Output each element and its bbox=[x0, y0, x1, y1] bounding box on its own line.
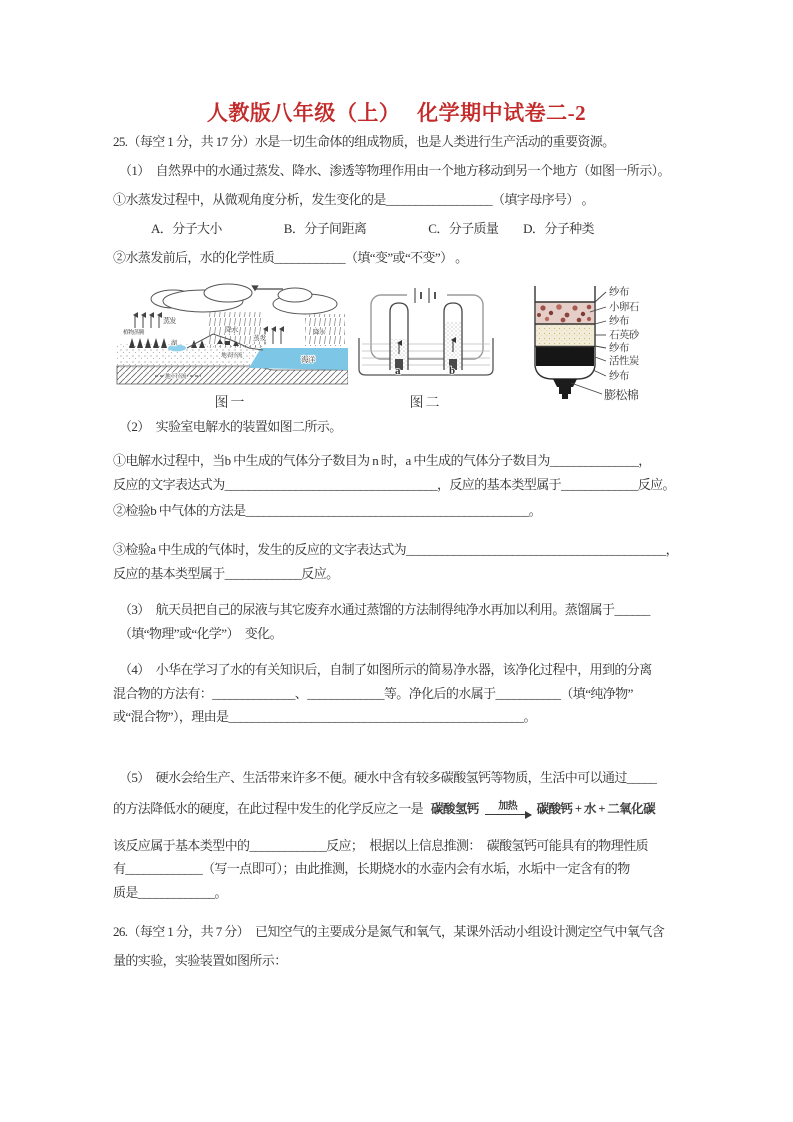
test-tube-b bbox=[444, 303, 462, 370]
q25-part2-q1 bbox=[113, 449, 693, 496]
q25-part5-line2-text: 的方法降低水的硬度，在此过程中发生的化学反应之一是 bbox=[113, 800, 424, 816]
label-surface-runoff: 地表径流 bbox=[221, 353, 242, 359]
water-cycle-diagram bbox=[113, 282, 348, 386]
q25-part2-q3 bbox=[113, 538, 693, 585]
q25-part5-line2 bbox=[113, 792, 693, 826]
water-filter-diagram bbox=[503, 282, 693, 404]
rain-right bbox=[305, 314, 345, 346]
tube-b-label: b bbox=[448, 365, 455, 377]
label-evaporation-left: 蒸发 bbox=[163, 317, 176, 325]
q25-part1-intro: （1） 自然界中的水通过蒸发、降水、渗透等物理作用由一个地方移动到另一个地方（如图一所示）。 bbox=[119, 163, 670, 178]
label-lake: 湖 bbox=[171, 341, 177, 347]
q25-part4 bbox=[113, 658, 693, 729]
q25-part2-q1-line1: ①电解水过程中，当b 中生成的气体分子数目为 n 时，a 中生成的气体分子数目为_______________， bbox=[113, 453, 651, 468]
q25-part3-line2: （填“物理”或“化学”） 变化。 bbox=[119, 625, 282, 641]
equation-condition: 加热 bbox=[498, 800, 518, 812]
label-plant-transpiration: 植物蒸腾 bbox=[123, 330, 144, 336]
figure1-caption: 图一 bbox=[214, 396, 247, 411]
label-rain-right: 降水 bbox=[313, 329, 325, 336]
q25-part2-q2: ②检验b 中气体的方法是________________________________________________。 bbox=[113, 503, 542, 518]
q25-part1-question2: ②水蒸发前后，水的化学性质____________（填“变”或“不变”） 。 bbox=[113, 250, 468, 265]
q26-stem-line2: 量的实验，实验装置如图所示： bbox=[113, 953, 287, 968]
water-surface-lines bbox=[362, 344, 490, 365]
filter-label-quartz-sand: 石英砂 bbox=[609, 330, 639, 341]
evaporation-arrows-left bbox=[135, 315, 159, 328]
q25-part5-line3: 该反应属于基本类型中的_____________反应； 根据以上信息推测： 碳酸氢钙可能具有的物理性质 bbox=[113, 837, 648, 853]
equation-products: 碳酸钙 + 水 + 二氧化碳 bbox=[536, 801, 655, 816]
test-tube-a bbox=[390, 303, 408, 370]
water-trough bbox=[359, 338, 493, 375]
filter-label-gauze-2: 纱布 bbox=[609, 316, 629, 327]
q25-part4-line3: 或“混合物”），理由是__________________________________________________。 bbox=[113, 709, 536, 724]
exam-content bbox=[0, 127, 793, 975]
activated-carbon-layer bbox=[536, 347, 594, 366]
q26-stem bbox=[113, 917, 693, 975]
q25-part3-line1: （3） 航天员把自己的尿液与其它废弃水通过蒸馏的方法制得纯净水再加以利用。蒸馏属于______ bbox=[119, 602, 650, 617]
filter-label-cotton: 膨松棉 bbox=[604, 388, 639, 402]
evaporation-arrows-right bbox=[265, 329, 281, 344]
q25-part5 bbox=[113, 763, 693, 905]
q25-part5-line1: （5） 硬水会给生产、生活带来许多不便。硬水中含有较多碳酸氢钙等物质，生活中可以通过_____ bbox=[119, 769, 657, 785]
figure-water-cycle bbox=[113, 282, 348, 412]
figure2-caption: 图二 bbox=[409, 396, 442, 411]
q25-part2-q1-line2: 反应的文字表达式为____________________________________，反应的基本类型属于_____________反应。 bbox=[113, 476, 675, 492]
q25-part2-q3-line2: 反应的基本类型属于_____________反应。 bbox=[113, 565, 339, 581]
label-rain-left: 降水 bbox=[225, 326, 238, 334]
q25-part5-line5: 质是_____________。 bbox=[113, 884, 227, 900]
equation-reactant: 碳酸氢钙 bbox=[431, 801, 479, 816]
q25-part1-question1: ①水蒸发过程中，从微观角度分析，发生变化的是__________________（填字母序号） 。 bbox=[113, 192, 594, 207]
tube-a-label: a bbox=[394, 365, 400, 377]
filter-label-pebbles: 小卵石 bbox=[609, 302, 639, 313]
cloud-right bbox=[273, 288, 337, 314]
reaction-arrow-icon bbox=[485, 802, 531, 816]
arrow-shaft bbox=[485, 814, 531, 816]
label-evaporation-right: 蒸 发 bbox=[253, 335, 266, 342]
figures-row bbox=[113, 282, 693, 412]
filter-nozzle bbox=[553, 379, 577, 399]
q25-part5-line4: 有_____________（写一点即可）；由此推测，长期烧水的水壶内会有水垢，水垢中一定含有的物 bbox=[113, 861, 630, 876]
q26-stem-line1: 26.（每空 1 分，共 7 分） 已知空气的主要成分是氮气和氧气，某课外活动小组设计测定空气中氧气含 bbox=[113, 924, 665, 939]
quartz-sand-texture bbox=[536, 325, 594, 347]
q25-part4-line2: 混合物的方法有：______________、_____________等。净化后的水属于___________（填“纯净物” bbox=[113, 685, 633, 701]
q25-part1-options: A．分子大小 B．分子间距离 C．分子质量 D．分子种类 bbox=[151, 221, 594, 236]
page-title: 人教版八年级（上） 化学期中试卷二-2 bbox=[206, 101, 587, 125]
chemical-equation bbox=[431, 792, 655, 826]
figure-water-filter bbox=[503, 282, 693, 404]
filter-label-activated-carbon: 活性炭 bbox=[609, 356, 639, 367]
battery-gap bbox=[407, 285, 447, 305]
q25-part2-intro: （2） 实验室电解水的装置如图二所示。 bbox=[119, 419, 342, 434]
label-ocean: 海洋 bbox=[301, 355, 315, 364]
q25-part2-q3-line1: ③检验a 中生成的气体时，发生的反应的文字表达式为____________________________________________， bbox=[113, 542, 679, 557]
filter-label-gauze-1: 纱布 bbox=[609, 287, 629, 298]
filter-label-gauze-4: 纱布 bbox=[609, 371, 629, 382]
label-underground-runoff: 地下径流 bbox=[165, 374, 186, 380]
cloud-left bbox=[151, 284, 252, 312]
filter-label-gauze-3: 纱布 bbox=[609, 343, 629, 354]
electrolysis-apparatus bbox=[351, 282, 501, 386]
q25-stem: 25.（每空 1 分，共 17 分）水是一切生命体的组成物质，也是人类进行生产活动的重要资源。 bbox=[113, 134, 615, 149]
ocean bbox=[249, 348, 348, 370]
q25-part4-line1: （4） 小华在学习了水的有关知识后，自制了如图所示的简易净水器，该净化过程中，用到的分离 bbox=[119, 662, 652, 677]
figure-electrolysis bbox=[351, 282, 501, 412]
q25-part3 bbox=[113, 598, 693, 645]
